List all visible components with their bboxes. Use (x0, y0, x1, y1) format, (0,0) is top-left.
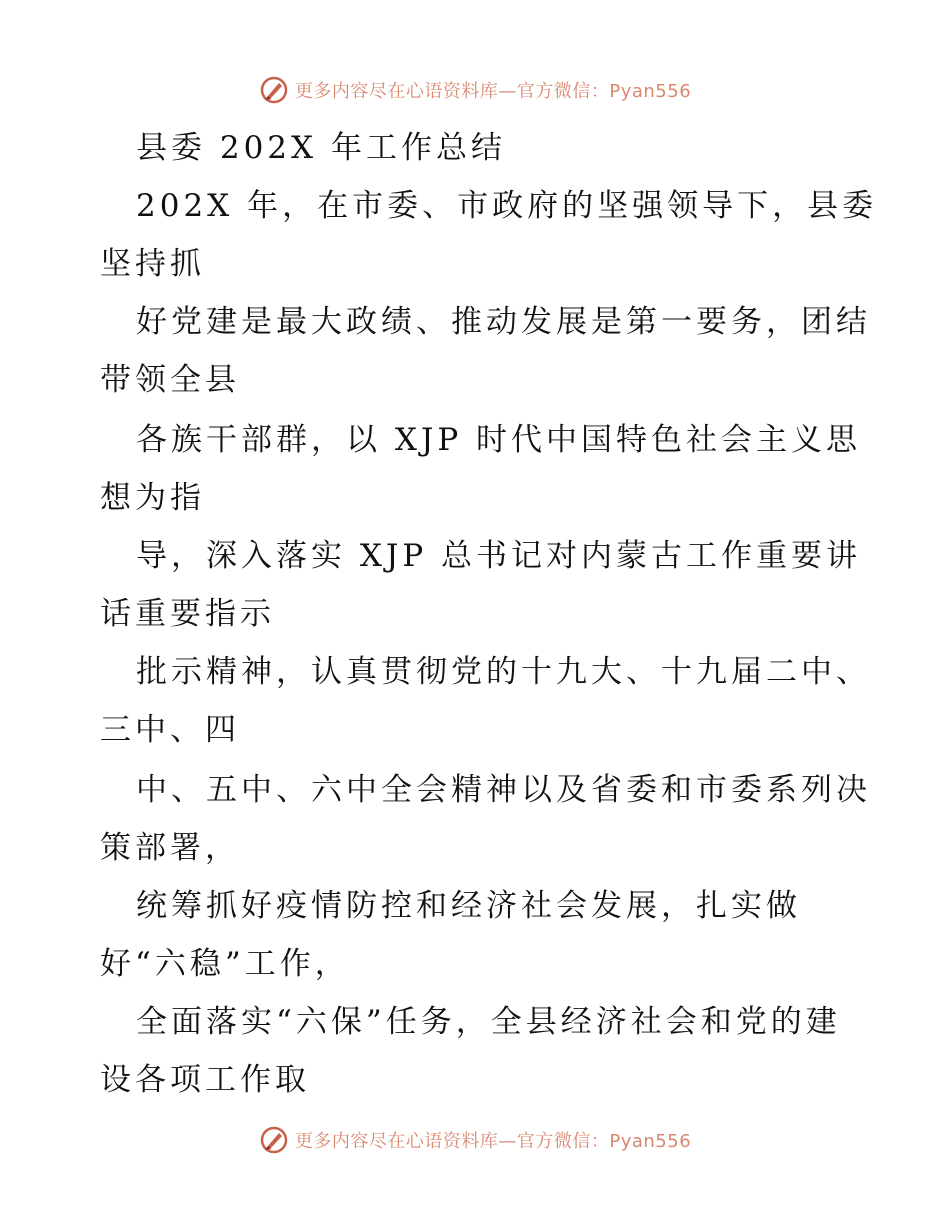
text-line: 好“六稳”工作， (100, 946, 350, 982)
text-line: 三中、四 (100, 712, 240, 748)
text-line: 统筹抓好疫情防控和经济社会发展，扎实做 (136, 888, 801, 924)
text-line: 带领全县 (100, 362, 240, 398)
pen-seal-icon (259, 1125, 289, 1155)
text-line: 想为指 (100, 480, 205, 516)
text-line: 全面落实“六保”任务，全县经济社会和党的建 (136, 1004, 841, 1040)
text-line: 好党建是最大政绩、推动发展是第一要务，团结 (136, 304, 871, 340)
text-line: 话重要指示 (100, 596, 275, 632)
watermark-text: 更多内容尽在心语资料库—官方微信：Pyan556 (294, 81, 692, 102)
text-line: 各族干部群，以 XJP 时代中国特色社会主义思 (136, 422, 862, 458)
text-line: 202X 年，在市委、市政府的坚强领导下，县委 (136, 188, 878, 224)
document-title: 县委 202X 年工作总结 (136, 130, 506, 166)
text-line: 策部署， (100, 830, 240, 866)
text-line: 中、五中、六中全会精神以及省委和市委系列决 (136, 772, 871, 808)
watermark-text: 更多内容尽在心语资料库—官方微信：Pyan556 (294, 1131, 692, 1152)
text-line: 批示精神，认真贯彻党的十九大、十九届二中、 (136, 654, 871, 690)
watermark-header (0, 72, 950, 108)
text-line: 导，深入落实 XJP 总书记对内蒙古工作重要讲 (136, 538, 862, 574)
text-line: 坚持抓 (100, 246, 205, 282)
watermark-footer (0, 1122, 950, 1158)
text-line: 设各项工作取 (100, 1062, 310, 1098)
pen-seal-icon (259, 75, 289, 105)
